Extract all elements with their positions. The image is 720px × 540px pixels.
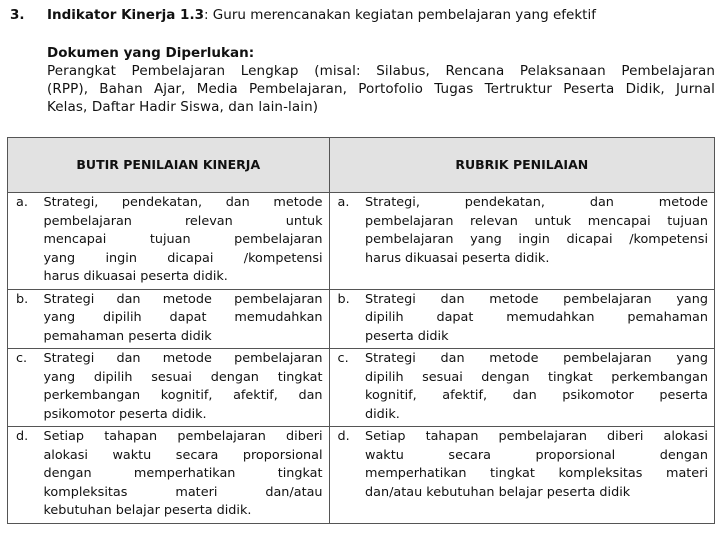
cell-line: dipilih dapat memudahkan pemahaman bbox=[365, 310, 708, 325]
rubric-cell bbox=[365, 349, 715, 427]
cell-line: dipilih sesuai dengan tingkat perkembangan bbox=[365, 369, 708, 385]
cell-line: waktu secara proporsional dengan bbox=[365, 447, 708, 463]
row-letter: b. bbox=[329, 289, 365, 349]
table-row bbox=[8, 289, 715, 349]
cell-line: harus dikuasai peserta didik. bbox=[43, 269, 228, 284]
cell-line: pembelajaran yang ingin dicapai /kompetensi bbox=[365, 232, 708, 247]
cell-line: Strategi, pendekatan, dan metode bbox=[365, 195, 708, 210]
assessment-table bbox=[7, 137, 715, 524]
table-header-row bbox=[8, 138, 715, 193]
cell-line: psikomotor peserta didik. bbox=[43, 406, 207, 422]
performance-item-cell bbox=[43, 427, 329, 524]
cell-line: Setiap tahapan pembelajaran diberi alokasi bbox=[365, 429, 708, 444]
cell-line: yang dipilih sesuai dengan tingkat bbox=[43, 369, 323, 385]
cell-line: perkembangan kognitif, afektif, dan bbox=[43, 388, 323, 403]
row-letter: c. bbox=[329, 349, 365, 427]
cell-line: Strategi dan metode pembelajaran yang bbox=[365, 291, 708, 307]
cell-line: Strategi dan metode pembelajaran bbox=[43, 351, 323, 366]
performance-item-cell bbox=[43, 349, 329, 427]
cell-line: harus dikuasai peserta didik. bbox=[365, 250, 550, 266]
cell-line: memperhatikan tingkat kompleksitas materi bbox=[365, 466, 708, 481]
row-letter: c. bbox=[8, 349, 44, 427]
cell-line: pembelajaran relevan untuk mencapai tujuan bbox=[365, 213, 708, 229]
header-assessment-rubric: RUBRIK PENILAIAN bbox=[329, 138, 714, 193]
indicator-label: Indikator Kinerja 1.3 bbox=[47, 7, 204, 23]
cell-line: didik. bbox=[365, 406, 400, 422]
cell-line: peserta didik bbox=[365, 328, 449, 344]
cell-line: kebutuhan belajar peserta didik. bbox=[43, 503, 252, 518]
row-letter: d. bbox=[8, 427, 44, 524]
cell-line: Setiap tahapan pembelajaran diberi bbox=[43, 429, 323, 444]
row-letter: a. bbox=[8, 193, 44, 290]
cell-line: kompleksitas materi dan/atau bbox=[43, 484, 323, 500]
cell-line: Strategi, pendekatan, dan metode bbox=[43, 195, 323, 210]
cell-line: yang ingin dicapai /kompetensi bbox=[43, 250, 323, 266]
indicator-heading bbox=[10, 6, 596, 24]
cell-line: pemahaman peserta didik bbox=[43, 328, 212, 344]
documents-line: Perangkat Pembelajaran Lengkap (misal: Silabus, Rencana Pelaksanaan Pembelajaran bbox=[47, 63, 715, 79]
cell-line: kognitif, afektif, dan psikomotor peserta bbox=[365, 388, 708, 403]
rubric-cell bbox=[365, 289, 715, 349]
cell-line: yang dipilih dapat memudahkan bbox=[43, 310, 323, 325]
cell-line: alokasi waktu secara proporsional bbox=[43, 447, 323, 463]
row-letter: b. bbox=[8, 289, 44, 349]
performance-item-cell bbox=[43, 193, 329, 290]
table-row bbox=[8, 349, 715, 427]
documents-line: Kelas, Daftar Hadir Siswa, dan lain-lain) bbox=[47, 99, 319, 115]
cell-line: Strategi dan metode pembelajaran bbox=[43, 291, 323, 307]
indicator-number: 3. bbox=[10, 7, 25, 23]
cell-line: mencapai tujuan pembelajaran bbox=[43, 232, 323, 247]
performance-item-cell bbox=[43, 289, 329, 349]
rubric-cell bbox=[365, 427, 715, 524]
table-row bbox=[8, 427, 715, 524]
header-performance-items: BUTIR PENILAIAN KINERJA bbox=[8, 138, 330, 193]
rubric-cell bbox=[365, 193, 715, 290]
row-letter: a. bbox=[329, 193, 365, 290]
cell-line: Strategi dan metode pembelajaran yang bbox=[365, 351, 708, 366]
documents-title: Dokumen yang Diperlukan: bbox=[47, 45, 255, 61]
cell-line: dengan memperhatikan tingkat bbox=[43, 466, 323, 481]
cell-line: pembelajaran relevan untuk bbox=[43, 213, 323, 229]
cell-line: dan/atau kebutuhan belajar peserta didik bbox=[365, 484, 631, 500]
documents-text bbox=[47, 62, 715, 116]
indicator-text: : Guru merencanakan kegiatan pembelajaran yang efektif bbox=[203, 7, 596, 23]
row-letter: d. bbox=[329, 427, 365, 524]
table-row bbox=[8, 193, 715, 290]
documents-line: (RPP), Bahan Ajar, Media Pembelajaran, Portofolio Tugas Tertruktur Peserta Didik, Jurnal bbox=[47, 81, 715, 97]
required-documents bbox=[47, 44, 715, 116]
